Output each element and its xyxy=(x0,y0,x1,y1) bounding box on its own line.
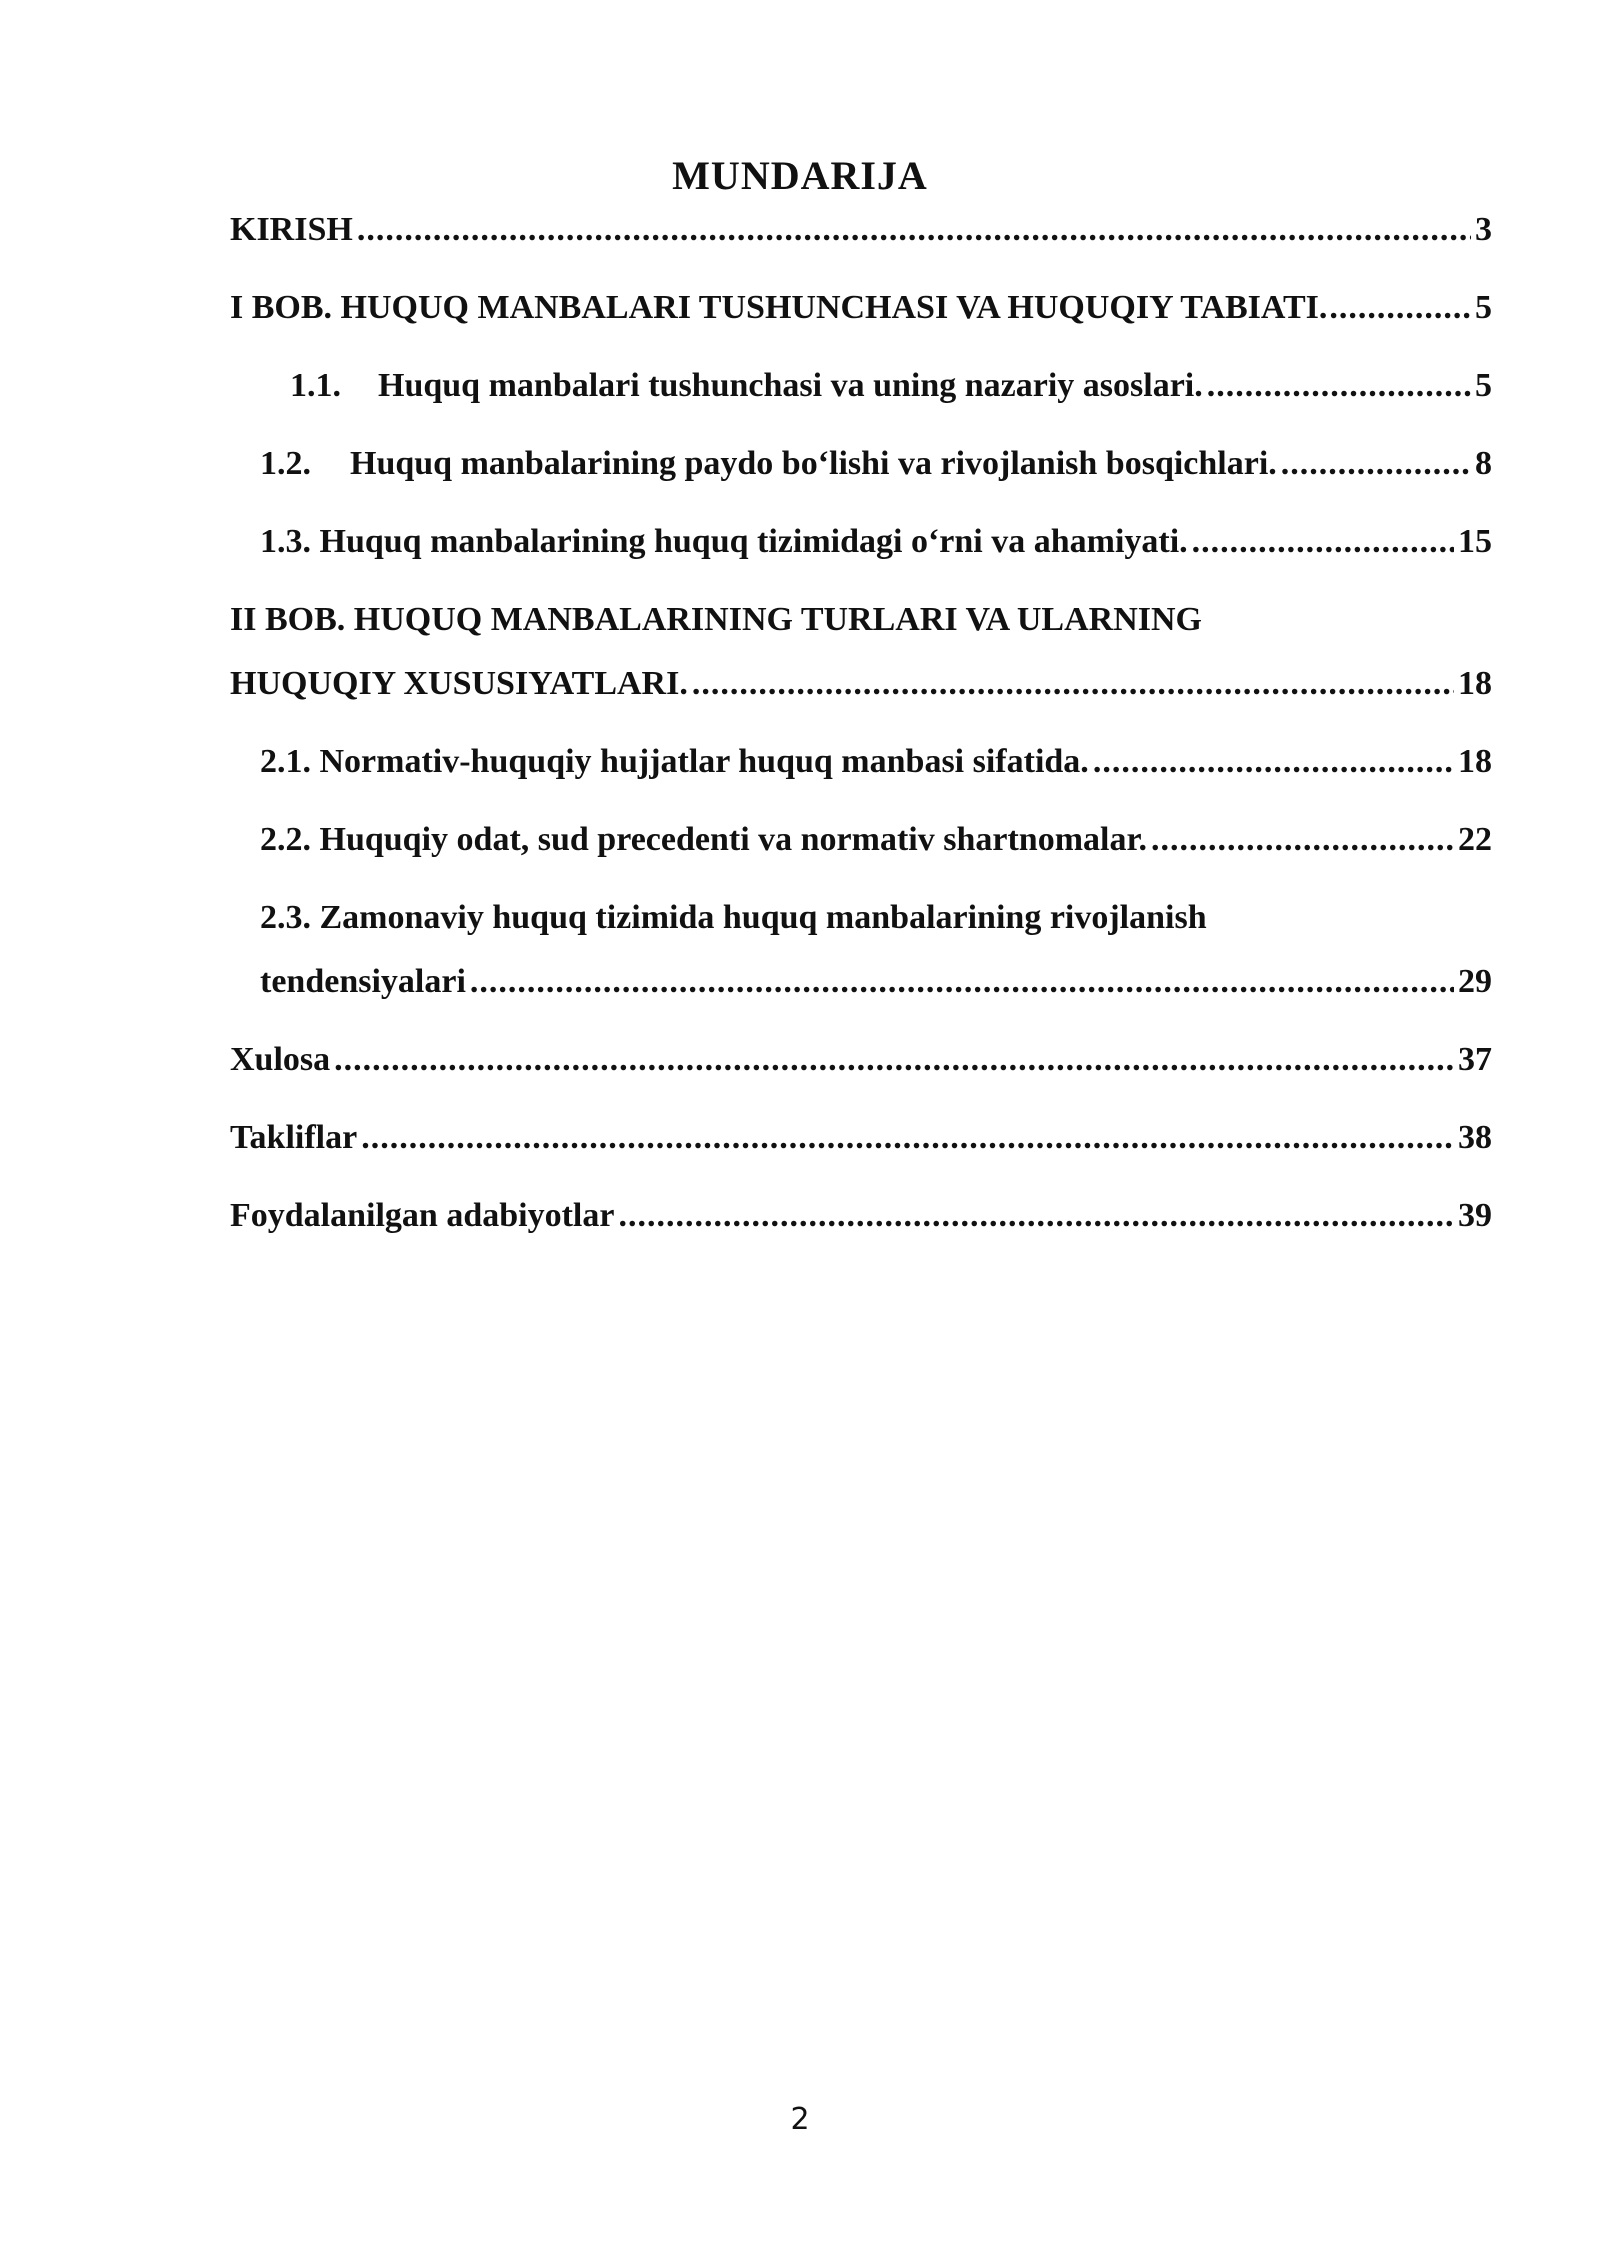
toc-page-number: 5 xyxy=(1475,367,1492,404)
toc-page-number: 18 xyxy=(1458,665,1492,702)
page-title: MUNDARIJA xyxy=(672,153,928,198)
toc-entry-text: 2.1. Normativ-huquqiy hujjatlar huquq manbasi sifatida. xyxy=(260,743,1089,780)
toc-entry-text: I BOB. HUQUQ MANBALARI TUSHUNCHASI VA HUQUQIY TABIATI. xyxy=(230,289,1328,326)
toc-entry-text: Takliflar xyxy=(230,1119,358,1156)
toc-entry-text: KIRISH xyxy=(230,211,353,248)
toc-page-number: 3 xyxy=(1475,211,1492,248)
toc-leader-dots xyxy=(692,662,1454,706)
toc-entry-text: Huquq manbalarining paydo bo‘lishi va rivojlanish bosqichlari. xyxy=(350,445,1277,482)
toc-page-number: 18 xyxy=(1458,743,1492,780)
toc-entry-section-2-3-line1: 2.3. Zamonaviy huquq tizimida huquq manbalarining rivojlanish xyxy=(260,899,1207,936)
toc-page-number: 5 xyxy=(1475,289,1492,326)
toc-leader-dots xyxy=(1329,286,1473,330)
toc-entry-section-1-2 xyxy=(260,442,1492,486)
toc-entry-takliflar xyxy=(230,1116,1492,1160)
toc-page-number: 22 xyxy=(1458,821,1492,858)
toc-page-number: 15 xyxy=(1458,523,1492,560)
page-number-footer: 2 xyxy=(790,2102,810,2137)
toc-entry-text: 1.3. Huquq manbalarining huquq tizimidagi o‘rni va ahamiyati. xyxy=(260,523,1188,560)
toc-entry-section-2-3 xyxy=(260,960,1492,1004)
toc-page-number: 8 xyxy=(1475,445,1492,482)
toc-page-number: 37 xyxy=(1458,1041,1492,1078)
toc-entry-text: Foydalanilgan adabiyotlar xyxy=(230,1197,615,1234)
toc-entry-text: 2.2. Huquqiy odat, sud precedenti va normativ shartnomalar. xyxy=(260,821,1147,858)
toc-leader-dots xyxy=(1093,740,1454,784)
toc-entry-text: Huquq manbalari tushunchasi va uning nazariy asoslari. xyxy=(378,367,1203,404)
toc-leader-dots xyxy=(1281,442,1471,486)
toc-page-number: 38 xyxy=(1458,1119,1492,1156)
toc-entry-section-2-1 xyxy=(260,740,1492,784)
toc-leader-dots xyxy=(334,1038,1454,1082)
toc-entry-section-2-2 xyxy=(260,818,1492,862)
toc-entry-chapter-2 xyxy=(230,662,1492,706)
toc-leader-dots xyxy=(361,1116,1454,1160)
toc-entry-kirish xyxy=(230,208,1492,252)
toc-entry-chapter-2-line1: II BOB. HUQUQ MANBALARINING TURLARI VA ULARNING xyxy=(230,601,1202,638)
toc-entry-references xyxy=(230,1194,1492,1238)
toc-entry-text: tendensiyalari xyxy=(260,963,466,1000)
toc-leader-dots xyxy=(1192,520,1454,564)
toc-entry-section-1-1 xyxy=(290,364,1492,408)
toc-leader-dots xyxy=(1207,364,1471,408)
toc-leader-dots xyxy=(618,1194,1454,1238)
toc-leader-dots xyxy=(1151,818,1454,862)
toc-entry-text: Xulosa xyxy=(230,1041,331,1078)
toc-entry-section-1-3 xyxy=(260,520,1492,564)
toc-leader-dots xyxy=(470,960,1454,1004)
toc-section-number: 1.1. xyxy=(290,367,341,404)
toc-entry-text: HUQUQIY XUSUSIYATLARI. xyxy=(230,665,688,702)
toc-page-number: 29 xyxy=(1458,963,1492,1000)
toc-section-number: 1.2. xyxy=(260,445,311,482)
toc-entry-xulosa xyxy=(230,1038,1492,1082)
toc-page-number: 39 xyxy=(1458,1197,1492,1234)
toc-leader-dots xyxy=(357,208,1471,252)
toc-entry-chapter-1 xyxy=(230,286,1492,330)
